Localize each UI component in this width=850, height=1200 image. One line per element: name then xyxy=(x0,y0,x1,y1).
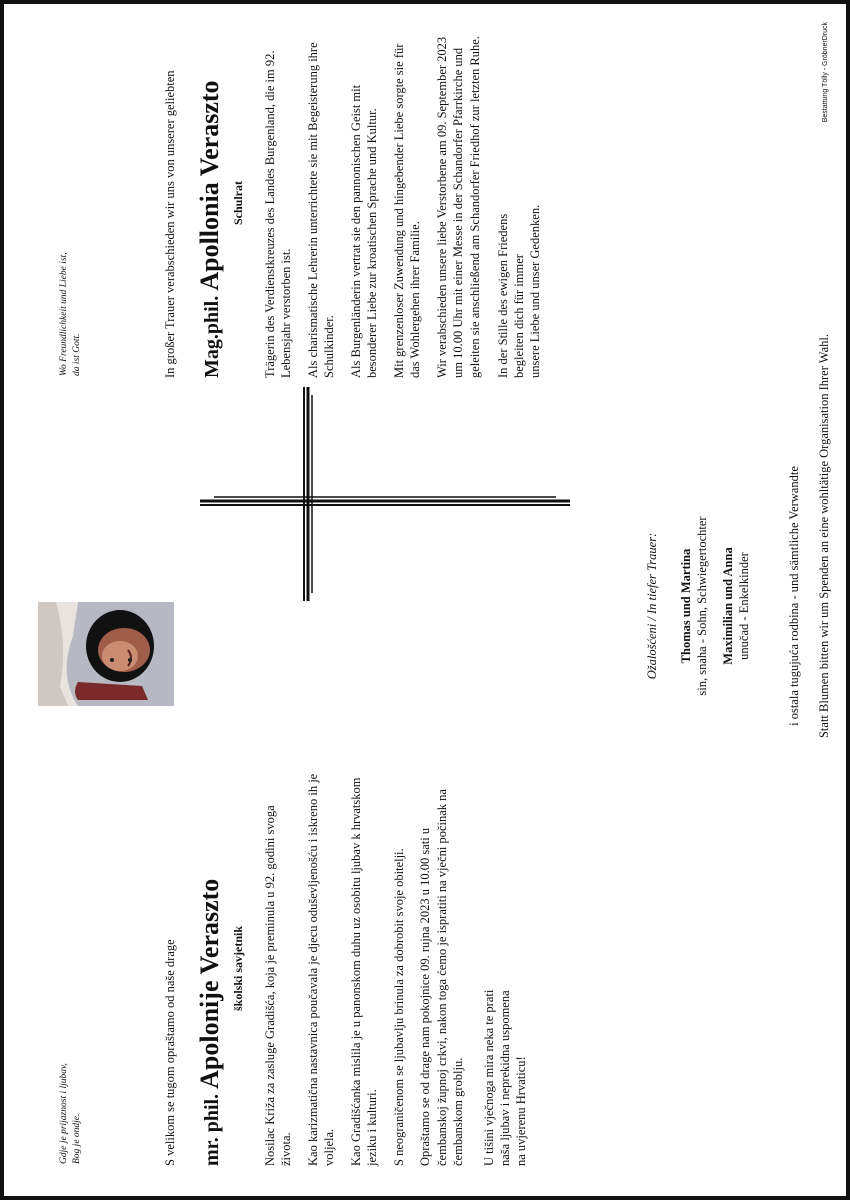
donation-note: Statt Blumen bitten wir um Spenden an eine wohltätige Organisation Ihrer Wahl. xyxy=(817,334,831,739)
mourner-group-2-names: Maximilian und Anna xyxy=(721,547,735,665)
german-title: Schulrat xyxy=(230,181,245,226)
mourners-heading: Ožalošćeni / In tiefer Trauer: xyxy=(645,532,659,680)
croatian-paragraph-4: S neograničenom se ljubavlju brinula za dobrobit svoje obitelji. xyxy=(391,848,406,1166)
cross-icon xyxy=(200,387,570,601)
croatian-paragraph-5: Opraštamo se od drage nam pokojnice 09. rujna 2023 u 10.00 sati u čembanskoj župnoj crkvi, nakon toga ćemo je ispratiti na vječni počinak na čembanskom groblju. xyxy=(418,789,465,1166)
german-verse-line-3: unsere Liebe und unser Gedenken. xyxy=(528,204,542,378)
german-paragraph-5: Wir verabschieden unsere liebe Verstorbene am 09. September 2023 um 10.00 Uhr mit einer Messe in der Schandorfer Pfarrkirche und geleiten sie anschließend am Schandorfer Friedhof zur letzten Ruhe. xyxy=(434,36,482,378)
croatian-name-text: Apolonije Veraszto xyxy=(194,878,224,1089)
croatian-title: školski savjetnik xyxy=(230,925,245,1012)
german-paragraph-3: Als Burgenländerin vertrat sie den pannonischen Geist mit besonderer Liebe zur kroatischen Sprache und Kultur. xyxy=(348,84,379,378)
german-motto xyxy=(58,76,84,376)
german-name xyxy=(195,28,227,378)
german-motto-line-2: da ist Gott. xyxy=(72,333,82,376)
mourner-group-1-names: Thomas und Martina xyxy=(679,548,693,664)
german-paragraph-2: Als charismatische Lehrerin unterrichtete sie mit Begeisterung ihre Schulkinder. xyxy=(305,42,336,378)
german-paragraph-4: Mit grenzenloser Zuwendung und hingebender Liebe sorgte sie für das Wohlergehen ihrer Familie. xyxy=(391,43,422,378)
mourners-block xyxy=(644,446,752,766)
mourner-group-2-relation: unučad - Enkelkinder xyxy=(737,552,751,660)
imprint: Bestattung Tölly - GröbnerDruck xyxy=(822,22,829,123)
german-column xyxy=(59,28,543,378)
german-paragraph-1: Trägerin des Verdienstkreuzes des Landes Burgenland, die im 92. Lebensjahr verstorben ist. xyxy=(262,50,293,378)
landscape-content xyxy=(4,4,846,1196)
german-verse-line-2: begleiten dich für immer xyxy=(512,254,526,378)
mourner-group-1-relation: sin, snaha - Sohn, Schwiegertochter xyxy=(695,516,709,696)
croatian-paragraph-2: Kao karizmatična nastavnica poučavala je djecu oduševljenošću i iskreno ih je voljela. xyxy=(305,773,336,1166)
german-verse xyxy=(495,28,543,378)
croatian-verse-line-2: naša ljubav i neprekidna uspomena xyxy=(497,990,512,1166)
croatian-name-prefix: mr. phil. xyxy=(200,1093,223,1166)
german-name-text: Apollonia Veraszto xyxy=(194,80,224,291)
german-verse-line-1: In der Stille des ewigen Friedens xyxy=(496,213,510,378)
croatian-motto-line-2: Bog je ondje. xyxy=(72,1113,82,1164)
croatian-paragraph-3: Kao Gradišćanka mislila je u panonskom duhu uz osobitu ljubav k hrvatskom jeziku i kulturi. xyxy=(348,777,379,1166)
croatian-paragraph-1: Nosilac Križa za zasluge Gradišća, koja je preminula u 92. godini svoga života. xyxy=(262,805,293,1166)
german-motto-line-1: Wo Freundlichkeit und Liebe ist, xyxy=(59,252,69,376)
german-intro: In großer Trauer verabschieden wir uns von unserer geliebten xyxy=(163,70,177,378)
croatian-verse xyxy=(481,771,529,1166)
croatian-verse-line-1: U tišini vječnoga mira neka te prati xyxy=(481,989,496,1166)
croatian-motto xyxy=(58,864,84,1164)
german-name-prefix: Mag.phil. xyxy=(200,295,223,378)
obituary-sheet xyxy=(4,4,846,1196)
croatian-motto-line-1: Gdje je prijaznost i ljubav, xyxy=(59,1063,69,1164)
croatian-verse-line-3: na uvjerenu Hrvaticu! xyxy=(513,1056,528,1166)
croatian-name xyxy=(195,771,227,1166)
relatives-line: i ostala tugujuća rodbina - und sämtliche Verwandte xyxy=(787,466,801,726)
croatian-intro: S velikom se tugom opraštamo od naše drage xyxy=(163,939,177,1166)
portrait-photo xyxy=(38,602,174,706)
croatian-column xyxy=(59,771,529,1166)
